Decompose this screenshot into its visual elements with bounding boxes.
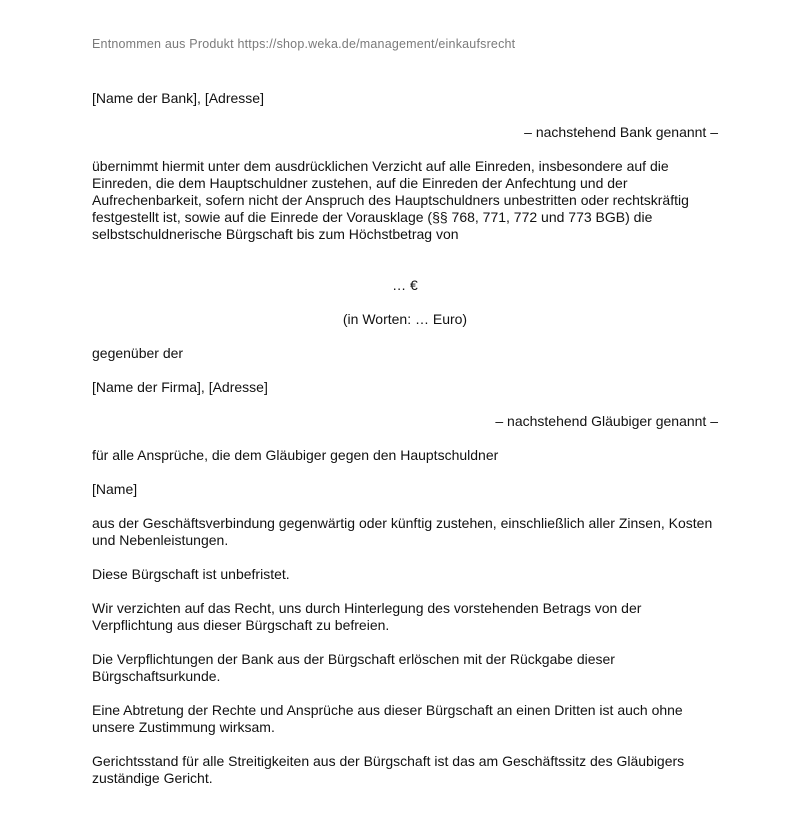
undertaking-paragraph: übernimmt hiermit unter dem ausdrücklichen Verzicht auf alle Einreden, insbesondere auf die Einreden, die dem Hauptschuldner zustehen, auf die Einreden der Anfechtung und der Aufrechenbarkeit, sofern nicht der Anspruch des Hauptschuldners unbestritten oder rechtskräftig festgestellt ist, sowie auf die Einrede der Vorausklage (§§ 768, 771, 772 und 773 BGB) die selbstschuldnerische Bürgschaft bis zum Höchstbetrag von	[92, 158, 689, 242]
guarantee-document	[92, 90, 718, 787]
unlimited-paragraph: Diese Bürgschaft ist unbefristet.	[92, 566, 290, 582]
source-note: Entnommen aus Produkt https://shop.weka.de/management/einkaufsrecht	[92, 37, 516, 51]
amount-in-words: (in Worten: … Euro)	[342, 311, 468, 327]
bank-designation: – nachstehend Bank genannt –	[524, 124, 718, 140]
business-paragraph: aus der Geschäftsverbindung gegenwärtig oder künftig zustehen, einschließlich aller Zinsen, Kosten und Nebenleistungen.	[92, 515, 713, 548]
assignment-paragraph: Eine Abtretung der Rechte und Ansprüche aus dieser Bürgschaft an einen Dritten ist auch ohne unsere Zustimmung wirksam.	[92, 702, 683, 735]
jurisdiction-paragraph: Gerichtsstand für alle Streitigkeiten aus der Bürgschaft ist das am Geschäftssitz des Gläubigers zuständige Gericht.	[92, 753, 685, 786]
guarantee-amount: … €	[392, 277, 418, 293]
waiver-paragraph: Wir verzichten auf das Recht, uns durch Hinterlegung des vorstehenden Betrags von der Verpflichtung aus dieser Bürgschaft zu befreien.	[92, 600, 642, 633]
claims-line: für alle Ansprüche, die dem Gläubiger gegen den Hauptschuldner	[92, 447, 499, 463]
debtor-name: [Name]	[92, 481, 138, 497]
creditor-designation: – nachstehend Gläubiger genannt –	[495, 413, 718, 429]
expiry-paragraph: Die Verpflichtungen der Bank aus der Bürgschaft erlöschen mit der Rückgabe dieser Bürgschaftsurkunde.	[92, 651, 615, 684]
towards-label: gegenüber der	[92, 345, 184, 361]
company-name-address: [Name der Firma], [Adresse]	[92, 379, 268, 395]
bank-name-address: [Name der Bank], [Adresse]	[92, 90, 264, 106]
